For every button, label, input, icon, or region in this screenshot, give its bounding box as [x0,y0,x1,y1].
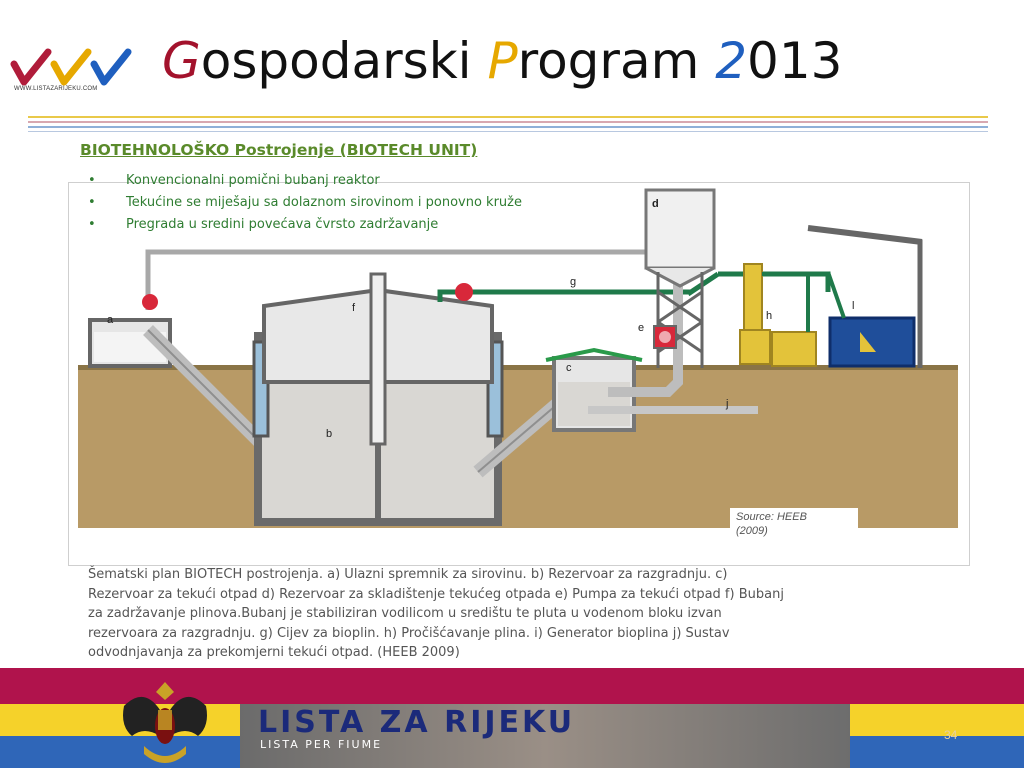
page-title [162,32,842,90]
source-note [730,508,858,542]
caption-line: za zadržavanje plinova.Bubanj je stabiliziran vodilicom u središtu te pluta u vodenom bloku izvan [88,606,722,621]
checkmark-red-icon [14,52,48,82]
label-e: e [638,322,645,334]
label-d: d [652,198,659,210]
label-f: f [352,302,356,314]
biogas-pipe-g [440,292,688,302]
footer-subtitle: LISTA PER FIUME [260,738,383,751]
logo-url: WWW.LISTAZARIJEKU.COM [14,86,98,92]
diagram-caption [88,565,928,663]
header-rule-rose [28,121,988,123]
header-rule-blue [28,126,988,128]
caption-line: rezervoara za razgradnju. g) Cijev za bioplin. h) Pročišćavanje plina. i) Generator bioplina j) Sustav [88,625,730,641]
generator-cabinet [830,318,914,366]
label-b: b [326,428,333,440]
title-part: G [162,32,201,90]
label-g: g [570,276,577,288]
bullet-item: • Pregrada u sredini povećava čvrsto zadržavanje [88,217,439,232]
gas-valve-icon [455,283,473,301]
drum-guide [371,274,385,444]
caption-line: odvodnjavanja za prekomjerni tekući otpad. (HEEB 2009) [88,645,460,660]
caption-line: Šematski plan BIOTECH postrojenja. a) Ulazni spremnik za sirovinu. b) Rezervoar za razgradnju. c) [88,567,728,582]
caption-line: Rezervoar za tekući otpad d) Rezervoar za skladištenje tekućeg otpada e) Pumpa za tekući otpad f) Bubanj [88,586,784,602]
checkmark-blue-icon [94,52,128,82]
bullet-item: • Konvencionalni pomični bubanj reaktor [88,173,380,188]
bullet-item: • Tekućine se miješaju sa dolaznom sirovinom i ponovno kruže [88,195,522,210]
city-crest-icon [114,676,216,768]
inlet-valve-icon [142,294,158,310]
generator-roof [808,228,922,242]
source-line-1: Source: HEEB [736,511,807,523]
checkmark-yellow-icon [54,52,88,82]
source-line-2: (2009) [736,525,768,537]
header-rule-light [28,131,988,132]
section-heading: BIOTEHNOLOŠKO Postrojenje (BIOTECH UNIT) [80,141,478,159]
label-j: j [726,398,729,410]
label-a: a [107,314,114,326]
title-part: P [487,32,518,90]
ground-surface [78,365,958,370]
label-l: l [852,300,855,312]
title-part: ospodarski [200,32,488,90]
footer-title: LISTA ZA RIJEKU [258,705,576,740]
title-part: 013 [747,32,843,90]
biotech-schematic [68,182,968,564]
header-rule-gold [28,116,988,118]
page-number: 34 [944,728,958,742]
label-h: h [766,310,773,322]
title-part: rogram [517,32,716,90]
label-c: c [566,362,572,374]
bullet-list [88,170,522,236]
title-part: 2 [715,32,748,90]
